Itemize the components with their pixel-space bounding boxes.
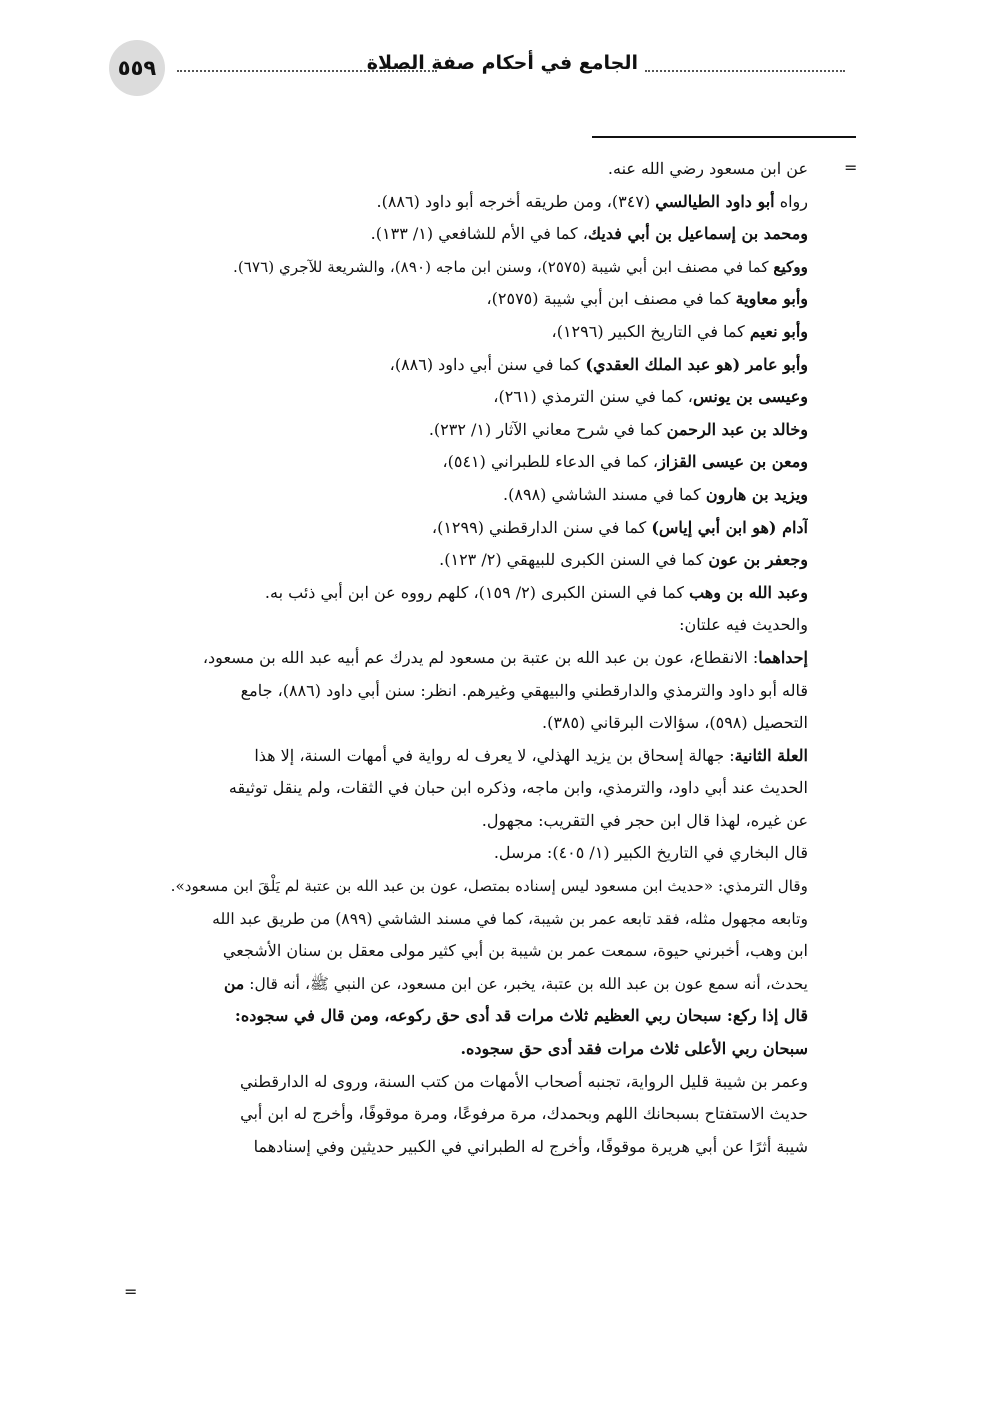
text-line <box>118 935 808 968</box>
text-line <box>118 577 808 610</box>
text-run: قاله أبو داود والترمذي والدارقطني والبيهقي وغيرهم. انظر: سنن أبي داود (٨٨٦)، جامع <box>240 680 808 700</box>
text-run: شيبة أثرًا عن أبي هريرة موقوفًا، وأخرج له الطبراني في الكبير حديثين وفي إسنادهما <box>253 1136 808 1156</box>
text-line <box>118 512 808 545</box>
bold-text: سبحان ربي الأعلى ثلاث مرات فقد أدى حق سجوده. <box>460 1039 808 1059</box>
text-run: كما في التاريخ الكبير (١٢٩٦)، <box>551 321 750 341</box>
page-header <box>105 40 845 100</box>
text-run: كما في مصنف ابن أبي شيبة (٢٥٧٥)، <box>486 289 736 309</box>
bold-text: ويزيد بن هارون <box>705 484 808 504</box>
text-line <box>118 381 808 414</box>
bold-text: وعيسى بن يونس <box>692 387 808 407</box>
text-run: عن غيره، لهذا قال ابن حجر في التقريب: مجهول. <box>481 810 808 830</box>
text-run: رواه <box>774 191 808 211</box>
text-line <box>118 218 808 251</box>
text-line <box>118 707 808 740</box>
text-line <box>118 414 808 447</box>
continuation-mark-top: = <box>844 158 858 177</box>
text-run: كما في مصنف ابن أبي شيبة (٢٥٧٥)، وسنن ابن ماجه (٨٩٠)، والشريعة للآجري (٦٧٦). <box>233 257 774 276</box>
text-line <box>118 1098 808 1131</box>
text-line <box>118 1066 808 1099</box>
text-run: حديث الاستفتاح بسبحانك اللهم وبحمدك، مرة مرفوعًا، ومرة موقوفًا، وأخرج له ابن أبي <box>240 1104 808 1124</box>
text-line <box>118 772 808 805</box>
text-line <box>118 153 808 186</box>
text-line <box>118 251 808 284</box>
bold-text: من <box>224 973 245 993</box>
text-run: التحصيل (٥٩٨)، سؤالات البرقاني (٣٨٥). <box>541 713 808 733</box>
text-run: كما في شرح معاني الآثار (١/ ٢٣٢). <box>428 419 667 439</box>
bold-text: وخالد بن عبد الرحمن <box>666 419 808 439</box>
text-run: (٣٤٧)، ومن طريقه أخرجه أبو داود (٨٨٦). <box>376 191 656 211</box>
footnote-body <box>118 153 808 1163</box>
text-run: ابن وهب، أخبرني حيوة، سمعت عمر بن شيبة بن أبي كثير مولى معقل بن سنان الأشجعي <box>222 941 808 961</box>
text-line <box>118 837 808 870</box>
text-run: : الانقطاع، عون بن عبد الله بن عتبة بن مسعود لم يدرك عم أبيه عبد الله بن مسعود، <box>202 647 759 667</box>
bold-text: ومعن بن عيسى القزاز <box>658 452 808 472</box>
text-line <box>118 446 808 479</box>
bold-text: أبو داود الطيالسي <box>655 191 775 211</box>
text-line <box>118 283 808 316</box>
bold-text: إحداهما <box>758 647 808 667</box>
text-line <box>118 1131 808 1164</box>
text-run: قال البخاري في التاريخ الكبير (١/ ٤٠٥): مرسل. <box>493 843 808 863</box>
text-run: ، كما في الدعاء للطبراني (٥٤١)، <box>442 452 659 472</box>
text-run: عن ابن مسعود رضي الله عنه. <box>607 159 808 178</box>
text-run: يحدث، أنه سمع عون بن عبد الله بن عتبة، يخبر، عن ابن مسعود، عن النبي ﷺ، أنه قال: <box>244 974 808 993</box>
text-line <box>118 479 808 512</box>
header-dotted-leader-right <box>645 70 845 72</box>
bold-text: وأبو عامر (هو عبد الملك العقدي) <box>585 354 808 374</box>
text-run: ، كما في سنن الترمذي (٢٦١)، <box>493 387 693 407</box>
text-run: والحديث فيه علتان: <box>679 615 808 635</box>
text-line <box>118 1033 808 1066</box>
bold-text: وأبو نعيم <box>749 321 808 341</box>
bold-text: وعبد الله بن وهب <box>689 582 808 602</box>
text-line <box>118 903 808 936</box>
continuation-mark-bottom: = <box>124 1282 138 1301</box>
text-line <box>118 870 808 903</box>
text-line <box>118 675 808 708</box>
text-run: وقال الترمذي: «حديث ابن مسعود ليس إسناده بمتصل، عون بن عبد الله بن عتبة لم يَلْقَ ابن مسعود». <box>170 877 808 896</box>
text-run: وعمر بن شيبة قليل الرواية، تجنبه أصحاب الأمهات من كتب السنة، وروى له الدارقطني <box>240 1071 808 1091</box>
text-line <box>118 609 808 642</box>
text-run: الحديث عند أبي داود، والترمذي، وابن ماجه، وذكره ابن حبان في الثقات، ولم ينقل توثيقه <box>228 778 808 798</box>
text-run: وتابعه مجهول مثله، فقد تابعه عمر بن شيبة، كما في مسند الشاشي (٨٩٩) من طريق عبد الله <box>212 909 808 928</box>
bold-text: العلة الثانية <box>734 745 808 765</box>
text-run: ، كما في الأم للشافعي (١/ ١٣٣). <box>370 224 588 244</box>
text-line <box>118 349 808 382</box>
bold-text: وجعفر بن عون <box>708 550 808 570</box>
text-line <box>118 805 808 838</box>
text-line <box>118 740 808 773</box>
text-run: كما في سنن أبي داود (٨٨٦)، <box>389 354 586 374</box>
text-run: كما في السنن الكبرى للبيهقي (٢/ ١٢٣). <box>439 550 709 570</box>
text-run: كما في سنن الدارقطني (١٢٩٩)، <box>431 517 652 537</box>
bold-text: ومحمد بن إسماعيل بن أبي فديك <box>587 224 808 244</box>
text-run: كما في مسند الشاشي (٨٩٨). <box>503 484 706 504</box>
bold-text: وأبو معاوية <box>735 289 808 309</box>
book-title: الجامع في أحكام صفة الصلاة <box>366 52 638 74</box>
footnote-separator-rule <box>592 136 856 138</box>
text-line <box>118 186 808 219</box>
bold-text: ووكيع <box>773 257 808 276</box>
text-run: كما في السنن الكبرى (٢/ ١٥٩)، كلهم رووه عن ابن أبي ذئب به. <box>264 582 690 602</box>
text-line <box>118 316 808 349</box>
bold-text: آدام (هو ابن أبي إياس) <box>651 517 808 537</box>
text-line <box>118 642 808 675</box>
page-number: ٥٥٩ <box>109 40 165 96</box>
bold-text: قال إذا ركع: سبحان ربي العظيم ثلاث مرات قد أدى حق ركوعه، ومن قال في سجوده: <box>234 1006 808 1026</box>
text-run: : جهالة إسحاق بن يزيد الهذلي، لا يعرف له رواية في أمهات السنة، إلا هذا <box>254 745 735 765</box>
text-line <box>118 1000 808 1033</box>
text-line <box>118 968 808 1001</box>
text-line <box>118 544 808 577</box>
